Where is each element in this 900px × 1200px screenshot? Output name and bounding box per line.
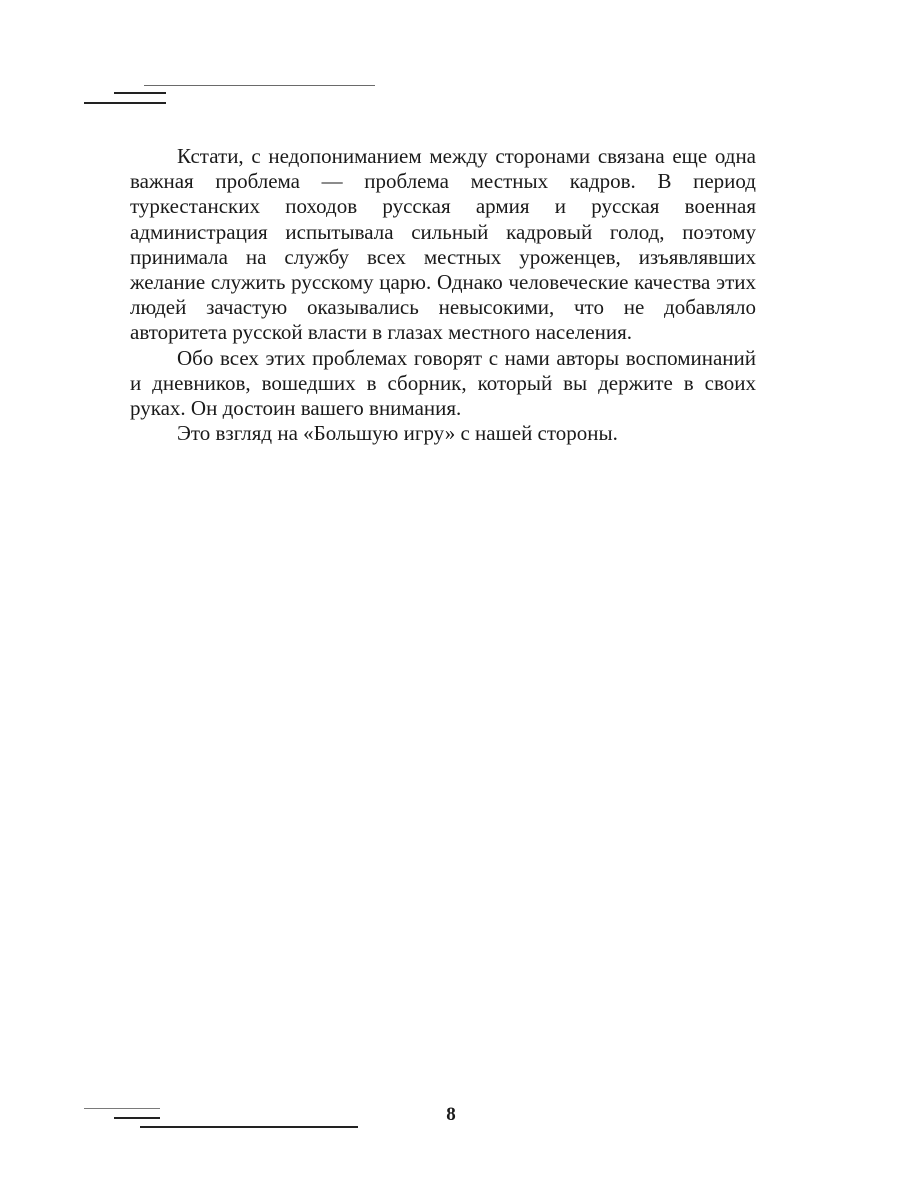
header-rule-bold [84,102,166,104]
paragraph-2: Обо всех этих проблемах говорят с нами авторы воспоминаний и дневников, вошедших в сборник, который вы держите в своих руках. Он достоин вашего внимания. [130,345,756,421]
paragraph-1: Кстати, с недопониманием между сторонами связана еще одна важная проблема — проблема местных кадров. В период туркестанских походов русская армия и русская военная администрация испытывала сильный кадровый голод, поэтому принимала на службу всех местных уроженцев, изъявлявших желание служить русскому царю. Однако человеческие качества этих людей зачастую оказывались невысокими, что не добавляло авторитета русской власти в глазах местного населения. [130,144,756,345]
paragraph-3: Это взгляд на «Большую игру» с нашей стороны. [177,421,618,446]
header-rule-short [114,92,166,94]
header-rule-thin [144,85,375,86]
footer-rule-bold [140,1126,358,1128]
body-text [130,144,756,446]
page-number: 8 [446,1104,456,1125]
footer-rule-short [114,1117,160,1119]
footer-rule-thin [84,1108,160,1109]
